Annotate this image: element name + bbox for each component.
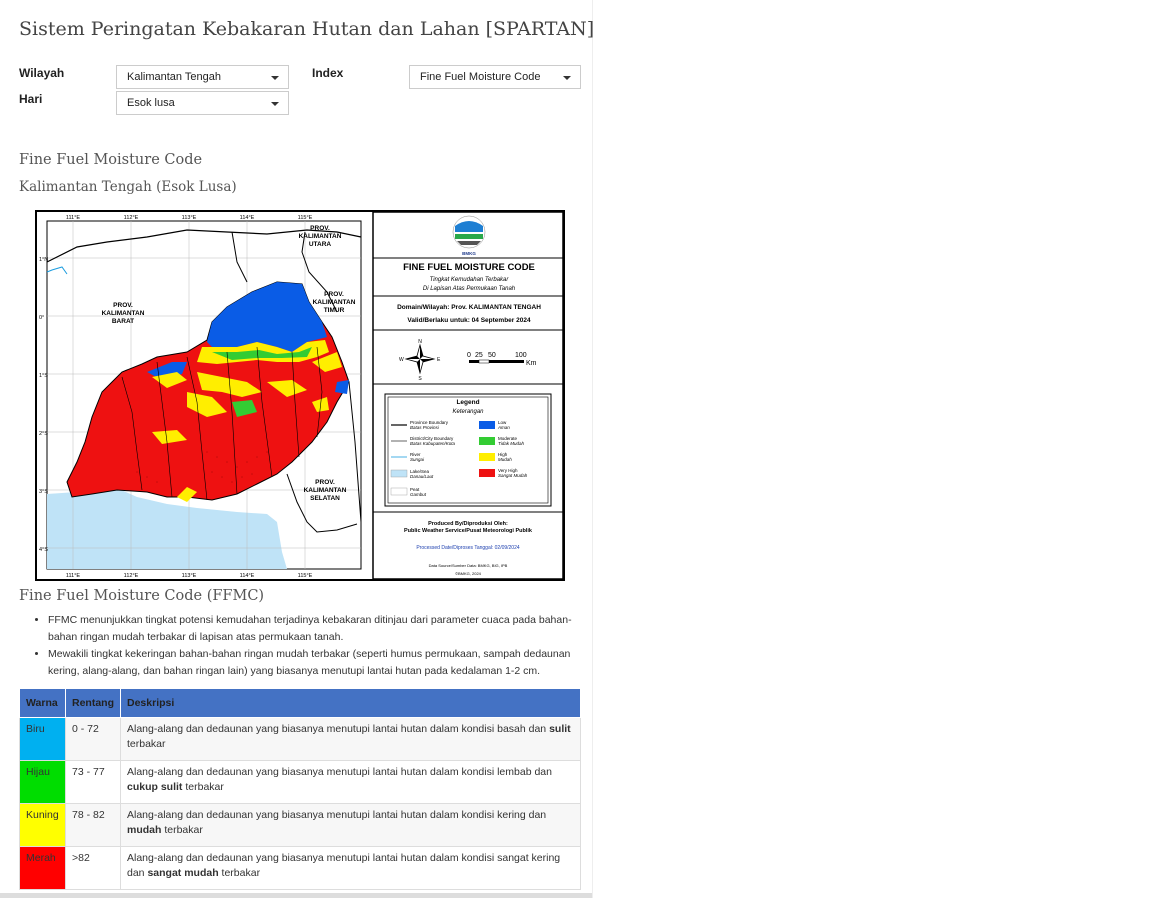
- svg-text:Province Boundary: Province Boundary: [410, 420, 449, 425]
- info-bullet: • FFMC menunjukkan tingkat potensi kemudahan terjadinya kebakaran ditinjau dari parameter cuaca pada bahan-bahan ringan mudah terbakar di lapisan atas permukaan tanah.: [48, 612, 593, 646]
- chevron-down-icon: [563, 76, 571, 80]
- desc-text: terbakar: [218, 867, 261, 879]
- svg-text:Low: Low: [498, 420, 507, 425]
- svg-text:Sungai: Sungai: [410, 457, 425, 462]
- svg-text:E: E: [437, 357, 441, 363]
- svg-text:111°E: 111°E: [65, 573, 81, 579]
- svg-text:SELATAN: SELATAN: [310, 495, 340, 502]
- svg-text:Peat: Peat: [410, 487, 420, 492]
- svg-text:UTARA: UTARA: [308, 241, 332, 248]
- svg-text:Domain/Wilayah: Prov. KALIMANT: Domain/Wilayah: Prov. KALIMANTAN TENGAH: [397, 304, 541, 311]
- desc-text: Alang-alang dan dedaunan yang biasanya menutupi lantai hutan dalam kondisi lembab dan: [127, 766, 552, 778]
- svg-text:KALIMANTAN: KALIMANTAN: [298, 233, 342, 240]
- svg-text:KALIMANTAN: KALIMANTAN: [303, 487, 347, 494]
- svg-text:Moderate: Moderate: [498, 436, 518, 441]
- hari-select-value: Esok lusa: [127, 97, 175, 109]
- svg-text:KALIMANTAN: KALIMANTAN: [312, 299, 356, 306]
- svg-text:3°S: 3°S: [39, 489, 48, 495]
- table-cell-rentang: >82: [66, 847, 121, 890]
- svg-text:Sangat Mudah: Sangat Mudah: [498, 473, 528, 478]
- region-label-kaltara: PROV.: [310, 225, 330, 232]
- desc-text: terbakar: [161, 824, 203, 836]
- table-cell-deskripsi: [121, 804, 581, 847]
- svg-text:114°E: 114°E: [239, 215, 255, 221]
- svg-text:Di Lapisan Atas Permukaan Tana: Di Lapisan Atas Permukaan Tanah: [422, 286, 516, 292]
- svg-text:BARAT: BARAT: [111, 318, 135, 325]
- ffmc-legend-table: [19, 688, 581, 890]
- svg-text:Very High: Very High: [498, 468, 518, 473]
- svg-text:114°E: 114°E: [239, 573, 255, 579]
- svg-text:1°N: 1°N: [39, 257, 49, 263]
- svg-text:100: 100: [515, 352, 527, 359]
- wilayah-label: Wilayah: [19, 66, 65, 80]
- svg-text:N: N: [418, 339, 422, 345]
- svg-text:District/City Boundary: District/City Boundary: [410, 436, 454, 441]
- svg-text:115°E: 115°E: [297, 573, 313, 579]
- table-header-row: [20, 689, 581, 718]
- table-row: [20, 718, 581, 761]
- region-label-kalbar: PROV.: [113, 302, 133, 309]
- info-bullets: [30, 612, 593, 680]
- svg-text:BMKG: BMKG: [462, 251, 476, 256]
- info-bullet: • Mewakili tingkat kekeringan bahan-bahan ringan mudah terbakar (seperti humus permukaan, sampah dedaunan kering, alang-alang, dan bahan ringan lain) yang biasanya menutupi lantai hutan pada kedalaman 1-2 cm.: [48, 646, 593, 680]
- svg-text:4°S: 4°S: [39, 547, 48, 553]
- desc-text: Alang-alang dan dedaunan yang biasanya menutupi lantai hutan dalam kondisi basah dan: [127, 723, 550, 735]
- svg-text:112°E: 112°E: [123, 215, 139, 221]
- column-header-deskripsi: Deskripsi: [121, 689, 581, 718]
- svg-text:©BMKG, 2024: ©BMKG, 2024: [455, 571, 481, 576]
- wilayah-select-value: Kalimantan Tengah: [127, 71, 221, 83]
- table-cell-deskripsi: [121, 847, 581, 890]
- svg-text:River: River: [410, 452, 421, 457]
- desc-emphasis: sangat mudah: [147, 867, 219, 879]
- svg-text:Danau/Laut: Danau/Laut: [410, 474, 434, 479]
- svg-text:KALIMANTAN: KALIMANTAN: [101, 310, 145, 317]
- section-title: Fine Fuel Moisture Code: [19, 152, 203, 168]
- chevron-down-icon: [271, 102, 279, 106]
- desc-text: Alang-alang dan dedaunan yang biasanya menutupi lantai hutan dalam kondisi sangat kering dan: [127, 852, 561, 879]
- table-cell-warna: Kuning: [20, 804, 66, 847]
- table-row: [20, 847, 581, 890]
- horizontal-scrollbar[interactable]: [0, 893, 592, 898]
- svg-text:0: 0: [467, 352, 471, 359]
- svg-text:Produced By/Diproduksi Oleh:: Produced By/Diproduksi Oleh:: [428, 521, 508, 527]
- table-row: [20, 761, 581, 804]
- svg-text:W: W: [399, 357, 404, 363]
- region-label-kaltim: PROV.: [324, 291, 344, 298]
- svg-text:Km: Km: [526, 360, 537, 367]
- svg-text:Batas Provinsi: Batas Provinsi: [410, 425, 439, 430]
- svg-text:50: 50: [488, 352, 496, 359]
- index-select-value: Fine Fuel Moisture Code: [420, 71, 541, 83]
- table-cell-rentang: 78 - 82: [66, 804, 121, 847]
- info-title: Fine Fuel Moisture Code (FFMC): [19, 588, 265, 604]
- table-cell-rentang: 0 - 72: [66, 718, 121, 761]
- svg-text:0°: 0°: [39, 315, 45, 321]
- table-cell-deskripsi: [121, 718, 581, 761]
- hari-select[interactable]: [116, 91, 289, 115]
- svg-text:S: S: [418, 376, 422, 382]
- index-label: Index: [312, 66, 344, 80]
- chevron-down-icon: [271, 76, 279, 80]
- desc-emphasis: mudah: [127, 824, 162, 836]
- ffmc-map-image: [35, 210, 565, 581]
- svg-text:FINE FUEL MOISTURE CODE: FINE FUEL MOISTURE CODE: [403, 262, 535, 273]
- svg-text:Data Source/Sumber Data: BMKG,: Data Source/Sumber Data: BMKG, BIG, IPB: [428, 563, 508, 568]
- svg-text:113°E: 113°E: [181, 215, 197, 221]
- svg-text:Legend: Legend: [456, 399, 480, 406]
- svg-text:Lake/Sea: Lake/Sea: [410, 469, 430, 474]
- svg-text:Processed Date/Diproses Tangga: Processed Date/Diproses Tanggal: 02/09/2024: [416, 545, 520, 551]
- column-header-rentang: Rentang: [66, 689, 121, 718]
- map-legend-panel: [373, 212, 563, 579]
- svg-text:2°S: 2°S: [39, 431, 48, 437]
- desc-emphasis: sulit: [549, 723, 571, 735]
- desc-text: Alang-alang dan dedaunan yang biasanya menutupi lantai hutan dalam kondisi kering dan: [127, 809, 547, 821]
- hari-label: Hari: [19, 92, 43, 106]
- svg-text:Aman: Aman: [498, 425, 510, 430]
- wilayah-select[interactable]: [116, 65, 289, 89]
- region-label-kalsel: PROV.: [315, 479, 335, 486]
- table-cell-warna: Merah: [20, 847, 66, 890]
- desc-emphasis: cukup sulit: [127, 781, 183, 793]
- column-header-warna: Warna: [20, 689, 66, 718]
- svg-text:1°S: 1°S: [39, 373, 48, 379]
- section-subtitle: Kalimantan Tengah (Esok Lusa): [19, 179, 237, 195]
- page-title: Sistem Peringatan Kebakaran Hutan dan Lahan [SPARTAN]: [19, 18, 595, 40]
- svg-text:Tingkat Kemudahan Terbakar: Tingkat Kemudahan Terbakar: [429, 277, 509, 283]
- svg-text:112°E: 112°E: [123, 573, 139, 579]
- svg-text:Public Weather Service/Pusat M: Public Weather Service/Pusat Meteorologi Publik: [404, 528, 532, 534]
- table-row: [20, 804, 581, 847]
- svg-text:115°E: 115°E: [297, 215, 313, 221]
- svg-text:Tidak Mudah: Tidak Mudah: [498, 441, 524, 446]
- svg-text:Batas Kabupaten/Kota: Batas Kabupaten/Kota: [410, 441, 456, 446]
- svg-text:TIMUR: TIMUR: [323, 307, 345, 314]
- svg-text:Keterangan: Keterangan: [452, 409, 484, 415]
- table-cell-warna: Biru: [20, 718, 66, 761]
- desc-text: terbakar: [182, 781, 224, 793]
- table-cell-warna: Hijau: [20, 761, 66, 804]
- svg-text:113°E: 113°E: [181, 573, 197, 579]
- desc-text: terbakar: [127, 738, 166, 750]
- index-select[interactable]: [409, 65, 581, 89]
- table-cell-deskripsi: [121, 761, 581, 804]
- table-cell-rentang: 73 - 77: [66, 761, 121, 804]
- svg-text:25: 25: [475, 352, 483, 359]
- svg-text:111°E: 111°E: [65, 215, 81, 221]
- svg-text:High: High: [498, 452, 508, 457]
- svg-text:Mudah: Mudah: [498, 457, 512, 462]
- svg-text:Valid/Berlaku untuk: 04 Septem: Valid/Berlaku untuk: 04 September 2024: [407, 317, 531, 324]
- svg-text:Gambut: Gambut: [410, 492, 427, 497]
